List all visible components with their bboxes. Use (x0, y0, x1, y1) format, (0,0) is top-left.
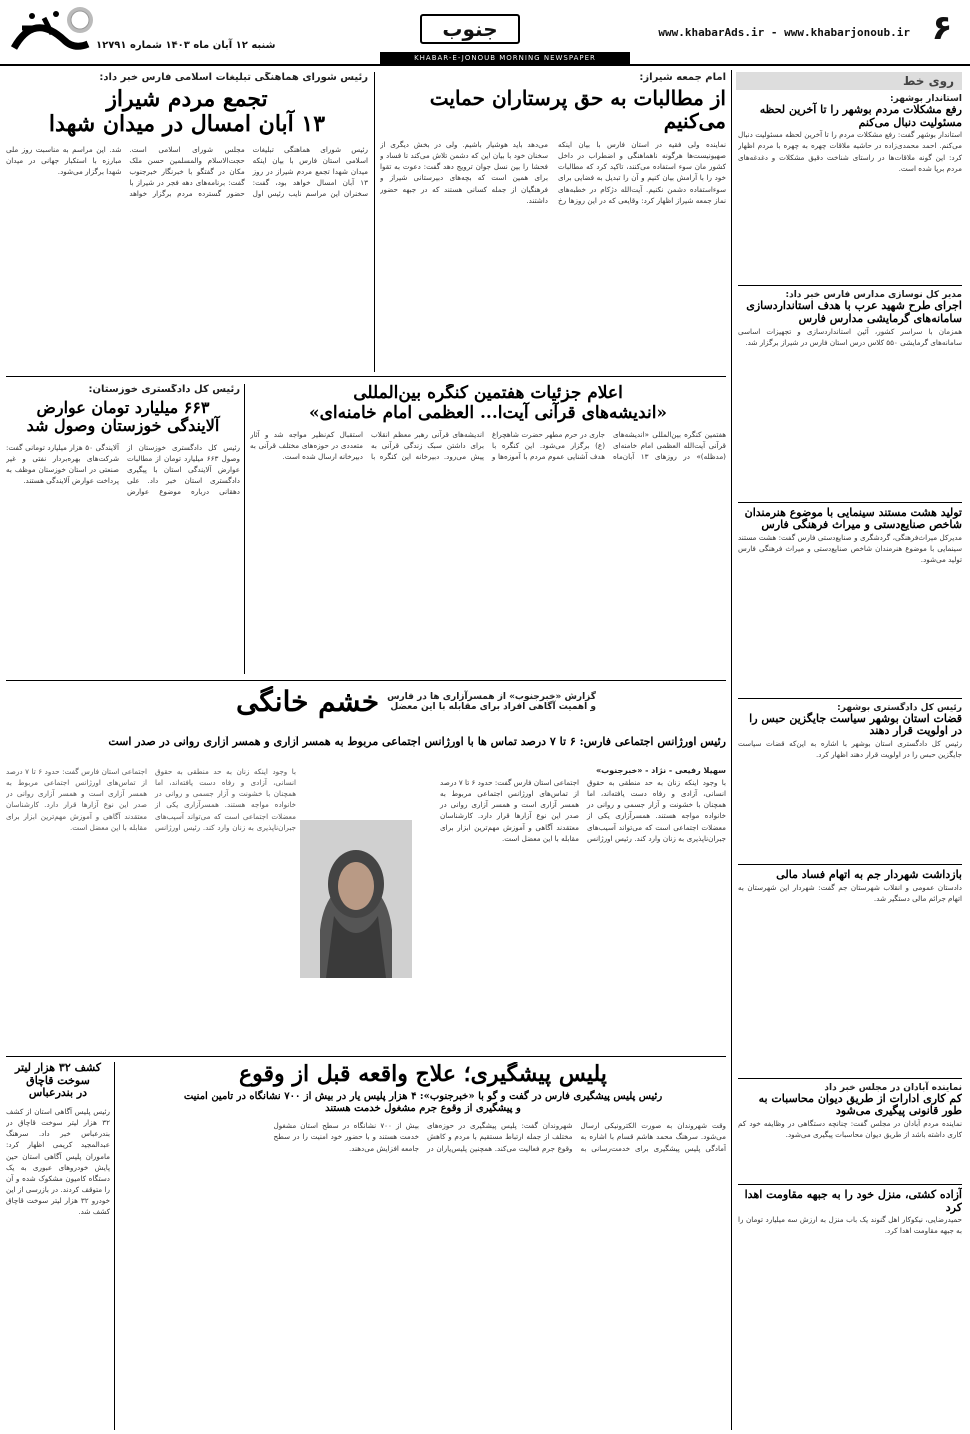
quran-headline-1: اعلام جزئیات هفتمین کنگره بین‌المللی (353, 384, 623, 403)
divider (114, 1062, 115, 1430)
divider (244, 384, 245, 674)
violence-subhead: رئیس اورژانس اجتماعی فارس: ۶ تا ۷ درصد تماس ها با اورژانس اجتماعی مربوط به همسر آزاری و همسر آزاری روانی در صدر است (108, 736, 726, 748)
divider (6, 680, 726, 681)
khuzestan-headline-1: ۶۶۳ میلیارد تومان عوارض (36, 398, 210, 417)
sidebar-kicker: استاندار بوشهر: (890, 94, 962, 104)
sidebar-headline: رفع مشکلات مردم بوشهر را تا آخرین لحظه مسئولیت دنبال می‌کنم (759, 103, 962, 129)
police-headline: پلیس پیشگیری؛ علاج واقعه قبل از وقوع (239, 1062, 607, 1087)
sidebar-kicker: رئیس کل دادگستری بوشهر: (837, 702, 962, 713)
khuzestan-kicker: رئیس کل دادگستری خوزستان: (88, 384, 240, 395)
march-headline-1: تجمع مردم شیراز (106, 86, 268, 112)
police-subhead-2: و پیشگیری از وقوع جرم مشغول خدمت هستند (325, 1102, 521, 1114)
police-subhead-1: رئیس پلیس پیشگیری فارس در گفت و گو با «خبرجنوب»: ۴ هزار پلیس یار در بیش از ۷۰۰ نشانگاه در تامین امنیت (183, 1091, 663, 1103)
sidebar-headline: تولید هشت مستند سینمایی با موضوع هنرمندان شاخص صنایع‌دستی و میراث فرهنگی فارس (744, 505, 962, 532)
sidebar-item[interactable] (738, 1083, 962, 1178)
sidebar-body: حمیدرضایی، نیکوکار اهل گنوند یک باب منزل به ارزش سه میلیارد تومان را به جبهه مقاومت اهدا کرد. (738, 1215, 962, 1236)
divider (738, 698, 962, 699)
divider (374, 72, 375, 372)
sidebar-headline: اجرای طرح شهید عرب با هدف استانداردسازی سامانه‌های گرمایشی مدارس فارس (746, 299, 962, 325)
sidebar-kicker: نماینده آبادان در مجلس خبر داد (824, 1082, 962, 1093)
quran-story[interactable] (250, 384, 726, 674)
report-header (6, 686, 726, 732)
sidebar-item[interactable] (738, 869, 962, 1072)
masthead (0, 0, 970, 66)
police-body: وقت شهروندان به صورت الکترونیکی ارسال می‌شود. سرهنگ محمد هاشم قسام با اشاره به آمادگی پلیس پیشگیری برای خدمت‌رسانی به شهروندان گفت: پلیس پیشگیری در حوزه‌های مختلف از جمله ارتباط مستقیم با مردم و کاهش وقوع جرم فعالیت می‌کند. همچنین پلیس‌یاران در بیش از ۷۰۰ نشانگاه در سطح استان مشغول خدمت هستند و با حضور خود امنیت را در سطح جامعه افزایش می‌دهند. (273, 1121, 726, 1153)
divider (6, 376, 726, 377)
newspaper-logo-icon (4, 4, 94, 60)
lead-kicker: امام جمعه شیراز: (639, 72, 726, 83)
sidebar-headline: بازداشت شهردار جم به اتهام فساد مالی (776, 868, 962, 882)
sidebar-headline: آزاده کشتی، منزل خود را به جبهه مقاومت اهدا کرد (744, 1188, 962, 1214)
divider (738, 285, 962, 286)
violence-col-left (6, 766, 296, 1054)
divider (738, 864, 962, 865)
site-urls[interactable]: www.khabarAds.ir - www.khabarjonoub.ir (658, 26, 910, 39)
fuel-headline-2: در بندرعباس (28, 1086, 88, 1100)
divider (6, 1056, 726, 1057)
sidebar-body: مدیرکل میراث‌فرهنگی، گردشگری و صنایع‌دستی فارس گفت: هشت مستند سینمایی با موضوع هنرمندان شاخص صنایع‌دستی و میراث فرهنگی فارس تولید می‌شود. (738, 532, 962, 565)
sidebar-body: نماینده مردم آبادان در مجلس گفت: چنانچه دستگاهی در وظایفه خود کم کاری داشته باشد از طریق دیوان محاسبات پیگیری می‌شود. (738, 1119, 962, 1140)
divider (738, 1078, 962, 1079)
fuel-story[interactable] (6, 1062, 110, 1430)
khuzestan-headline-2: آلایندگی خوزستان وصول شد (26, 416, 220, 436)
march-body: رئیس شورای هماهنگی تبلیغات اسلامی استان فارس با بیان اینکه میدان شهدا تجمع مردم شیراز در روز ۱۳ آبان امسال خواهد بود، گفت: سخنران این مراسم نایب رئیس اول مجلس شورای اسلامی است. حجت‌الاسلام والمسلمین حسن ملک مکان در گفتگو با خبرنگار خبرجنوب گفت: برنامه‌های دهه فجر در شیراز با حضور گسترده مردم برگزار خواهد شد. این مراسم به مناسبت روز ملی مبارزه با استکبار جهانی در میدان شهدا برگزار می‌شود. (6, 144, 368, 199)
report-headline: خشم خانگی (236, 686, 380, 718)
khuzestan-body: رئیس کل دادگستری خوزستان از وصول ۶۶۳ میلیارد تومان از مطالبات عوارض آلایندگی استان با پیگیری دادگستری استان خبر داد. علی دهقانی درباره موضوع عوارض آلایندگی ۵۰ هزار میلیارد تومانی گفت: شرکت‌های بهره‌بردار نفتی و غیر صنعتی در استان خوزستان موظف به پرداخت عوارض آلایندگی هستند. (6, 442, 240, 497)
sidebar-item[interactable] (738, 94, 962, 279)
march-story[interactable] (6, 72, 368, 372)
fuel-body: رئیس پلیس آگاهی استان از کشف ۳۲ هزار لیتر سوخت قاچاق در بندرعباس خبر داد. سرهنگ عبدالمجید کریمی اظهار کرد: ماموران پلیس آگاهی استان حین پایش خودروهای عبوری به یک دستگاه کامیون مشکوک شده و آن را متوقف کردند. در بازرسی از این خودرو ۳۲ هزار لیتر سوخت قاچاق کشف شد. (6, 1106, 110, 1217)
sidebar-body: دادستان عمومی و انقلاب شهرستان جم گفت: شهردار این شهرستان به اتهام جرائم مالی دستگیر شد. (738, 882, 962, 903)
sidebar (738, 94, 962, 1430)
sidebar-item[interactable] (738, 703, 962, 858)
sidebar-item[interactable] (738, 1189, 962, 1284)
sidebar-headline: قضات استان بوشهر سیاست جایگزین حبس را در اولویت قرار دهند (749, 711, 962, 738)
divider (738, 502, 962, 503)
sidebar-kicker: مدیر کل نوسازی مدارس فارس خبر داد: (785, 290, 962, 301)
woman-photo (300, 820, 412, 978)
sidebar-headline: کم کاری ادارات از طریق دیوان محاسبات به طور قانونی پیگیری می‌شود (758, 1091, 962, 1118)
sidebar-body: رئیس کل دادگستری استان بوشهر با اشاره به این‌که قضات سیاست جایگزین حبس را در اولویت قرار دهند اظهار کرد. (738, 739, 962, 760)
violence-col-right (440, 766, 726, 1054)
section-label: جنوب (420, 14, 520, 44)
page-number: ۶ (931, 8, 953, 48)
issue-info: شنبه ۱۲ آبان ماه ۱۴۰۳ شماره ۱۲۷۹۱ (96, 40, 276, 51)
violence-byline: سهیلا رفیعی - نژاد - «خبرجنوب» (595, 766, 726, 775)
quran-headline-2: «اندیشه‌های قرآنی آیت‌ا... العظمی امام خامنه‌ای» (308, 402, 668, 423)
fuel-headline-1: کشف ۳۲ هزار لیتر سوخت قاچاق (14, 1062, 102, 1087)
khuzestan-story[interactable] (6, 384, 240, 674)
english-strip: KHABAR-E-JONOUB MORNING NEWSPAPER (380, 52, 630, 64)
sidebar-item[interactable] (738, 290, 962, 495)
report-kicker: گزارش «خبرجنوب» از همسرآزاری ها در فارس و اهمیت آگاهی افراد برای مقابله با این معضل (387, 692, 596, 712)
sidebar-body: استاندار بوشهر گفت: رفع مشکلات مردم را تا آخرین لحظه مسئولیت دنبال می‌کنم. احمد محمدی‌زاده در حاشیه ملاقات چهره به چهره با مردم اظهار کرد: این گونه ملاقات‌ها در راستای شناخت دقیق مشکلات و دغدغه‌های مردم برپا شده است. (738, 130, 962, 173)
lead-body: نماینده ولی فقیه در استان فارس با بیان اینکه صهیونیست‌ها هرگونه ناهماهنگی و اضطراب در داخل کشور مان سوء استفاده می‌کنند، تاکید کرد که مطالبات خود را با آرامش بیان کنیم و آن را تبدیل به فضایی برای سوءاستفاده دشمن نکنیم. آیت‌الله دژکام در خطبه‌های نماز جمعه شیراز اظهار کرد: وقایعی که در این روزها رخ می‌دهد باید هوشیار باشیم. ولی در بخش دیگری از سخنان خود با بیان این که دشمن تلاش می‌کند تا فساد و فحشا را بین نسل جوان ترویج دهد گفت: دعوت به تقوا برای همین است که بچه‌های دبیرستانی شیراز و فرهنگیان از جمله کسانی هستند که در جبهه حضور داشتند. (380, 140, 726, 205)
march-headline-2: ۱۳ آبان امسال در میدان شهدا (48, 111, 326, 138)
sidebar-tag: روی خط (736, 72, 962, 90)
sidebar-item[interactable] (738, 507, 962, 692)
lead-story[interactable] (380, 72, 726, 372)
sidebar-divider (731, 70, 732, 1430)
violence-body: با وجود اینکه زنان به حد منطقی به حقوق انسانی، آزادی و رفاه دست یافته‌اند، اما همچنان با خشونت و آزار جسمی و روانی در خانواده مواجه هستند. همسرآزاری یکی از معضلات اجتماعی است که می‌تواند آسیب‌های جبران‌ناپذیری به زنان وارد کند. رئیس اورژانس اجتماعی استان فارس گفت: حدود ۶ تا ۷ درصد از تماس‌های اورژانس اجتماعی مربوط به همسر آزاری است و همسر آزاری روانی در صدر این نوع آزارها قرار دارد. کارشناسان معتقدند آگاهی و آموزش مهم‌ترین ابزار برای مقابله با این معضل است. (440, 778, 726, 843)
violence-body-cont: با وجود اینکه زنان به حد منطقی به حقوق انسانی، آزادی و رفاه دست یافته‌اند، اما همچنان با خشونت و آزار جسمی و روانی در خانواده مواجه هستند. همسرآزاری یکی از معضلات اجتماعی است که می‌تواند آسیب‌های جبران‌ناپذیری به زنان وارد کند. رئیس اورژانس اجتماعی استان فارس گفت: حدود ۶ تا ۷ درصد از تماس‌های اورژانس اجتماعی مربوط به همسر آزاری است و همسر آزاری روانی در صدر این نوع آزارها قرار دارد. کارشناسان معتقدند آگاهی و آموزش مهم‌ترین ابزار برای مقابله با این معضل است. (6, 767, 296, 832)
quran-body: هفتمین کنگره بین‌المللی «اندیشه‌های قرآنی آیت‌الله العظمی امام خامنه‌ای (مدظله)» در روزهای ۱۳ آبان‌ماه جاری در حرم مطهر حضرت شاهچراغ (ع) برگزار می‌شود. این کنگره با هدف آشنایی عموم مردم با آموزه‌ها و اندیشه‌های قرآنی رهبر معظم انقلاب برای داشتن سبک زندگی قرآنی به پیش می‌رود. دبیرخانه این کنگره با استقبال کم‌نظیر مواجه شد و آثار متعددی در حوزه‌های مختلف قرآنی به دبیرخانه ارسال شده است. (250, 430, 726, 462)
police-story[interactable] (120, 1062, 726, 1430)
lead-headline: از مطالبات به حق پرستاران حمایت می‌کنیم (429, 86, 726, 133)
sidebar-body: همزمان با سراسر کشور، آئین استانداردسازی و تجهیزات اساسی سامانه‌های گرمایشی ۵۵۰ کلاس درس استان فارس در شیراز برگزار شد. (738, 326, 962, 347)
person-icon (300, 820, 412, 978)
divider (738, 1184, 962, 1185)
march-kicker: رئیس شورای هماهنگی تبلیغات اسلامی فارس خبر داد: (99, 72, 368, 83)
